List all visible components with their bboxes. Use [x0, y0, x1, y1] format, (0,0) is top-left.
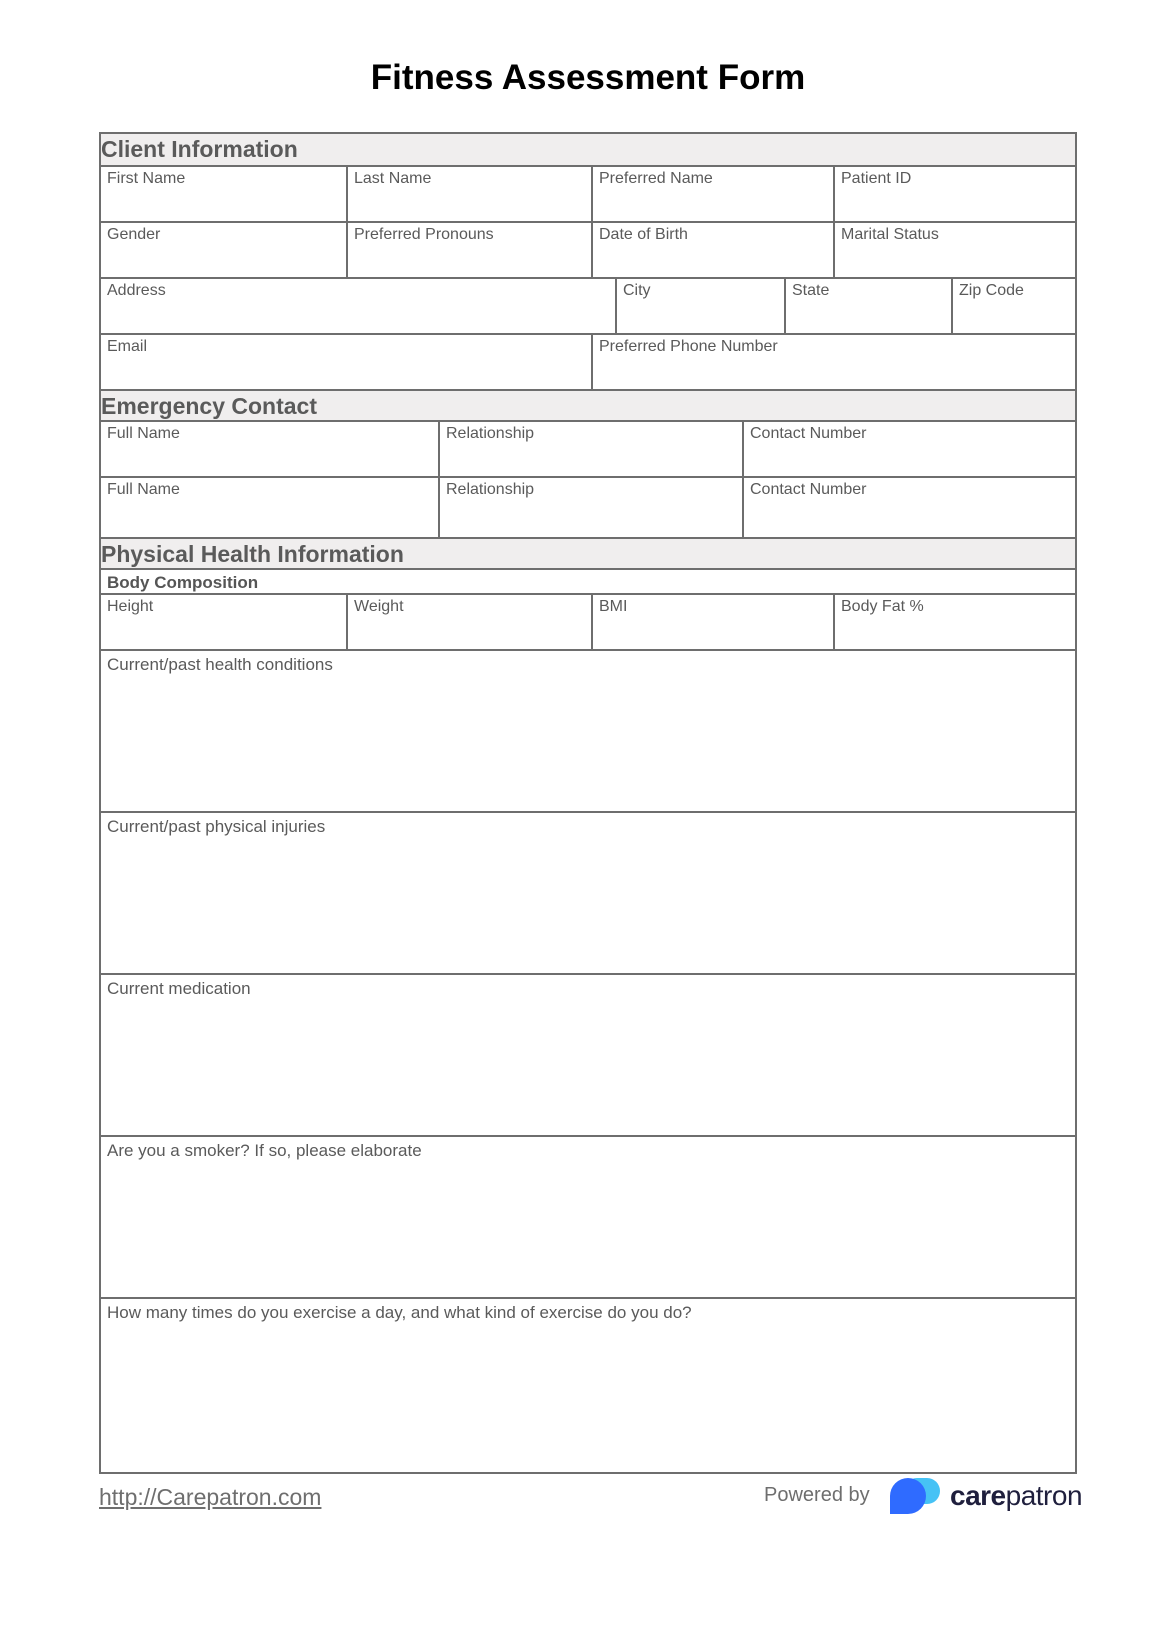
- emergency-row-1: [101, 420, 1075, 476]
- weight-field[interactable]: Weight: [346, 595, 591, 649]
- height-field[interactable]: Height: [107, 598, 154, 615]
- city-field[interactable]: City: [615, 279, 784, 333]
- health-conditions-row: [101, 649, 1075, 811]
- state-field[interactable]: State: [784, 279, 951, 333]
- body-fat-field[interactable]: Body Fat %: [833, 595, 1075, 649]
- emergency-row-2: [101, 476, 1075, 537]
- emergency-full-name-field[interactable]: Full Name: [107, 481, 180, 498]
- date-of-birth-field[interactable]: Date of Birth: [591, 223, 833, 277]
- address-field[interactable]: Address: [107, 282, 166, 299]
- zip-code-field[interactable]: Zip Code: [951, 279, 1075, 333]
- preferred-name-field[interactable]: Preferred Name: [591, 167, 833, 221]
- emergency-full-name-field[interactable]: Full Name: [107, 425, 180, 442]
- email-field[interactable]: Email: [107, 338, 148, 355]
- client-row-2: [101, 221, 1075, 277]
- exercise-row: [101, 1297, 1075, 1472]
- section-client-information: Client Information: [101, 134, 1075, 165]
- carepatron-link[interactable]: http://Carepatron.com: [99, 1484, 322, 1510]
- section-emergency-contact: Emergency Contact: [101, 389, 1075, 420]
- smoker-row: [101, 1135, 1075, 1297]
- page-title: Fitness Assessment Form: [370, 58, 806, 97]
- emergency-contact-number-field[interactable]: Contact Number: [742, 478, 1075, 537]
- preferred-phone-field[interactable]: Preferred Phone Number: [591, 335, 1075, 389]
- carepatron-logo: [888, 1476, 1082, 1516]
- client-row-1: [101, 165, 1075, 221]
- health-conditions-field[interactable]: Current/past health conditions: [107, 655, 333, 674]
- exercise-field[interactable]: How many times do you exercise a day, and what kind of exercise do you do?: [107, 1303, 692, 1322]
- section-physical-health: Physical Health Information: [101, 537, 1075, 568]
- emergency-relationship-field[interactable]: Relationship: [438, 478, 742, 537]
- logo-rest-text: patron: [1005, 1480, 1083, 1511]
- powered-by-label: Powered by: [764, 1484, 870, 1506]
- bmi-field[interactable]: BMI: [591, 595, 833, 649]
- body-composition-heading: Body Composition: [101, 568, 1075, 593]
- body-composition-row: [101, 593, 1075, 649]
- last-name-field[interactable]: Last Name: [346, 167, 591, 221]
- smoker-field[interactable]: Are you a smoker? If so, please elaborate: [107, 1141, 422, 1160]
- physical-injuries-row: [101, 811, 1075, 973]
- preferred-pronouns-field[interactable]: Preferred Pronouns: [346, 223, 591, 277]
- marital-status-field[interactable]: Marital Status: [833, 223, 1075, 277]
- client-row-3: [101, 277, 1075, 333]
- carepatron-wordmark: [950, 1480, 1082, 1512]
- medication-row: [101, 973, 1075, 1135]
- emergency-contact-number-field[interactable]: Contact Number: [742, 422, 1075, 476]
- gender-field[interactable]: Gender: [107, 226, 161, 243]
- logo-bold-text: care: [950, 1480, 1006, 1511]
- current-medication-field[interactable]: Current medication: [107, 979, 251, 998]
- patient-id-field[interactable]: Patient ID: [833, 167, 1075, 221]
- fitness-assessment-form: [99, 132, 1077, 1474]
- carepatron-logo-icon: [888, 1476, 944, 1516]
- emergency-relationship-field[interactable]: Relationship: [438, 422, 742, 476]
- client-row-4: [101, 333, 1075, 389]
- physical-injuries-field[interactable]: Current/past physical injuries: [107, 817, 326, 836]
- first-name-field[interactable]: First Name: [107, 170, 186, 187]
